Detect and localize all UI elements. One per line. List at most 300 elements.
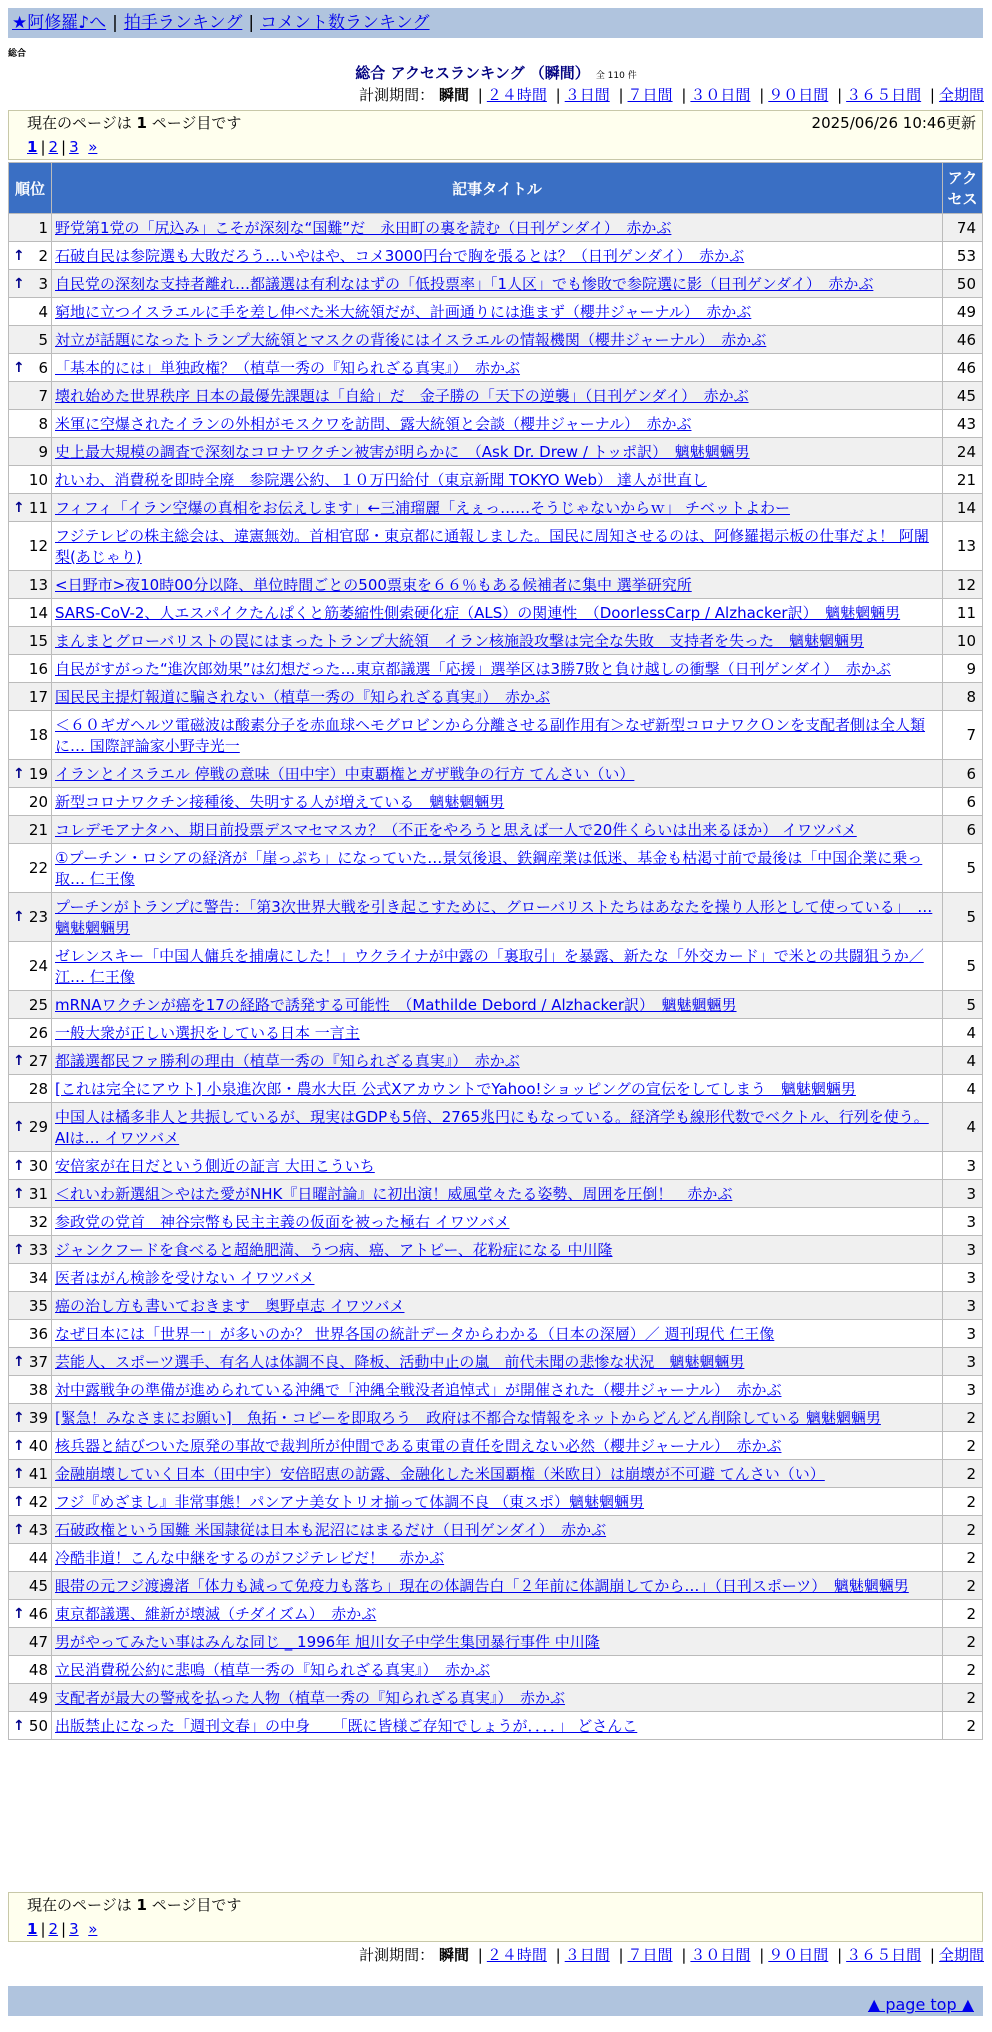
access-count: 49: [943, 298, 982, 325]
access-count: 5: [943, 844, 982, 892]
ranking-table-body: [9, 214, 982, 1739]
page-link-3[interactable]: 3: [69, 138, 79, 156]
rank-up-arrow-icon: ↑: [13, 1717, 25, 1734]
access-count: 3: [943, 1292, 982, 1319]
article-link[interactable]: フィフィ「イラン空爆の真相をお伝えします」←三浦瑠麗「えぇっ……そうじゃないからｗ」 チベットよわー: [55, 499, 790, 517]
current-page-number: 1: [136, 114, 147, 132]
rank-up-arrow-icon: ↑: [13, 1119, 25, 1135]
page-separator: |: [40, 1920, 46, 1938]
access-count: 74: [943, 214, 982, 241]
title-cell: [52, 1019, 942, 1046]
period-link-3d[interactable]: ３日間: [564, 1946, 610, 1964]
article-link[interactable]: ＜６０ギガヘルツ電磁波は酸素分子を赤血球ヘモグロビンから分離させる副作用有＞なぜ新型コロナワクＯンを支配者側は全人類に… 国際評論家小野寺光一: [55, 716, 926, 755]
access-count: 50: [943, 270, 982, 297]
pager-top: [8, 110, 983, 160]
table-row: [9, 893, 982, 941]
table-row: [9, 1572, 982, 1599]
rank-number: 24: [28, 957, 48, 975]
rank-number: 4: [38, 302, 48, 321]
rank-number: 12: [28, 537, 48, 555]
title-cell: [52, 844, 942, 892]
rank-cell: [9, 599, 51, 626]
access-count: 5: [943, 942, 982, 990]
title-cell: [52, 1544, 942, 1571]
title-cell: [52, 354, 942, 381]
rank-cell: [9, 1712, 51, 1739]
rank-number: 26: [28, 1023, 48, 1042]
article-link[interactable]: 石破自民は参院選も大敗だろう…いやはや、コメ3000円台で胸を張るとは？（日刊ゲンダイ） 赤かぶ: [55, 247, 745, 265]
rank-cell: [9, 214, 51, 241]
title-cell: [52, 270, 942, 297]
rank-cell: [9, 893, 51, 941]
page-link-3[interactable]: 3: [69, 1920, 79, 1938]
article-link[interactable]: 自民がすがった“進次郎効果”は幻想だった…東京都議選「応援」選挙区は3勝7敗と負け越しの衝撃（日刊ゲンダイ） 赤かぶ: [55, 660, 891, 678]
rank-up-arrow-icon: ↑: [13, 359, 25, 376]
access-count: 3: [943, 1264, 982, 1291]
rank-cell: [9, 683, 51, 710]
rank-up-arrow-icon: ↑: [13, 275, 25, 292]
title-cell: [52, 599, 942, 626]
access-count: 4: [943, 1075, 982, 1102]
article-link[interactable]: SARS-CoV-2、人エスパイクたんぱくと筋萎縮性側索硬化症（ALS）の関連性 （DoorlessCarp / Alzhacker訳） 魑魅魍魎男: [55, 604, 901, 622]
rank-cell: [9, 1320, 51, 1347]
rank-cell: [9, 1264, 51, 1291]
current-page-pre: 現在のページは: [27, 1896, 132, 1914]
title-cell: [52, 1600, 942, 1627]
period-separator: |: [477, 1946, 483, 1964]
title-cell: [52, 1075, 942, 1102]
title-cell: [52, 893, 942, 941]
access-count: 2: [943, 1628, 982, 1655]
rank-number: 2: [38, 246, 48, 265]
current-page-post: ページ目です: [151, 1896, 242, 1914]
article-link[interactable]: 参政党の党首 神谷宗幣も民主主義の仮面を被った極右 イワツバメ: [55, 1213, 510, 1231]
category-label: 総合: [8, 49, 27, 59]
period-link-3d[interactable]: ３日間: [564, 86, 610, 104]
article-link[interactable]: 安倍家が在日だという側近の証言 大田こういち: [55, 1157, 375, 1175]
article-link[interactable]: 一般大衆が正しい選択をしている日本 一言主: [55, 1024, 360, 1042]
table-row: [9, 788, 982, 815]
table-row: [9, 214, 982, 241]
rank-number: 45: [28, 1576, 48, 1595]
period-separator: |: [759, 1946, 765, 1964]
page-top-link[interactable]: ▲ page top ▲: [867, 1995, 974, 2014]
table-row: [9, 242, 982, 269]
title-cell: [52, 214, 942, 241]
rank-number: 34: [28, 1268, 48, 1287]
nav-separator: |: [248, 13, 255, 33]
rank-cell: [9, 1656, 51, 1683]
article-link[interactable]: 出版禁止になった「週刊文春」の中身 「既に皆様ご存知でしょうが．．．．」 どさんこ: [55, 1717, 638, 1735]
article-link[interactable]: 石破政権という国難 米国隷従は日本も泥沼にはまるだけ（日刊ゲンダイ） 赤かぶ: [55, 1521, 607, 1539]
period-label: 計測期間：: [359, 86, 435, 104]
rank-cell: [9, 1292, 51, 1319]
nav-separator: |: [112, 13, 118, 33]
table-row: [9, 1075, 982, 1102]
title-cell: [52, 1684, 942, 1711]
rank-cell: [9, 382, 51, 409]
period-separator: |: [477, 86, 483, 104]
title-cell: [52, 760, 942, 787]
article-link[interactable]: 窮地に立つイスラエルに手を差し伸べた米大統領だが、計画通りには進まず（櫻井ジャーナル） 赤かぶ: [55, 303, 752, 321]
article-link[interactable]: 芸能人、スポーツ選手、有名人は体調不良、降板、活動中止の嵐 前代未聞の悲惨な状況 魑魅魍魎男: [55, 1353, 745, 1371]
table-row: [9, 1292, 982, 1319]
article-link[interactable]: ゼレンスキー「中国人傭兵を捕虜にした！」ウクライナが中露の「裏取引」を暴露、新たな「外交カード」で米との共闘狙うか／江… 仁王像: [55, 947, 924, 986]
article-link[interactable]: 核兵器と結びついた原発の事故で裁判所が仲間である東電の責任を問えない必然（櫻井ジャーナル） 赤かぶ: [55, 1437, 782, 1455]
table-row: [9, 1180, 982, 1207]
rank-number: 49: [28, 1688, 48, 1707]
rank-number: 18: [28, 726, 48, 744]
title-cell: [52, 683, 942, 710]
ranking-title: 総合 アクセスランキング （瞬間）: [355, 64, 590, 82]
table-row: [9, 270, 982, 297]
rank-number: 42: [28, 1492, 48, 1511]
col-access-header: アクセス: [943, 163, 982, 213]
table-row: [9, 522, 982, 570]
rank-number: 11: [28, 498, 48, 517]
access-count: 6: [943, 788, 982, 815]
article-link[interactable]: 米軍に空爆されたイランの外相がモスクワを訪問、露大統領と会談（櫻井ジャーナル） 赤かぶ: [55, 415, 692, 433]
rank-number: 40: [28, 1436, 48, 1455]
article-link[interactable]: 史上最大規模の調査で深刻なコロナワクチン被害が明らかに （Ask Dr. Drew / トッポ訳） 魑魅魍魎男: [55, 443, 750, 461]
period-link-30d[interactable]: ３０日間: [690, 86, 751, 104]
access-count: 3: [943, 1180, 982, 1207]
rank-number: 30: [28, 1156, 48, 1175]
table-row: [9, 991, 982, 1018]
article-link[interactable]: 医者はがん検診を受けない イワツバメ: [55, 1269, 315, 1287]
rank-number: 36: [28, 1324, 48, 1343]
access-count: 46: [943, 354, 982, 381]
next-page-link[interactable]: »: [88, 138, 98, 156]
article-link[interactable]: 癌の治し方も書いておきます 奥野卓志 イワツバメ: [55, 1297, 405, 1315]
rank-number: 8: [38, 414, 48, 433]
title-cell: [52, 1103, 942, 1151]
article-link[interactable]: プーチンがトランプに警告：「第3次世界大戦を引き起こすために、グローバリストたちはあなたを操り人形として使っている」 … 魑魅魍魎男: [55, 898, 933, 937]
title-cell: [52, 242, 942, 269]
title-cell: [52, 1488, 942, 1515]
article-link[interactable]: 「基本的には」単独政権？（植草一秀の『知られざる真実』） 赤かぶ: [55, 359, 521, 377]
table-row: [9, 599, 982, 626]
table-row: [9, 1432, 982, 1459]
rank-cell: [9, 298, 51, 325]
table-row: [9, 1047, 982, 1074]
article-link[interactable]: れいわ、消費税を即時全廃 参院選公約、１０万円給付（東京新聞 TOKYO Web） 達人が世直し: [55, 471, 707, 489]
article-link[interactable]: 国民民主提灯報道に騙されない（植草一秀の『知られざる真実』） 赤かぶ: [55, 688, 551, 706]
article-link[interactable]: 支配者が最大の警戒を払った人物（植草一秀の『知られざる真実』） 赤かぶ: [55, 1689, 566, 1707]
period-link-all[interactable]: 全期間: [938, 1946, 984, 1964]
article-link[interactable]: [これは完全にアウト] 小泉進次郎・農水大臣 公式XアカウントでYahoo!ショッピングの宣伝をしてしまう 魑魅魍魎男: [55, 1080, 856, 1098]
period-selector-top: [359, 84, 984, 106]
applause-ranking-link[interactable]: 拍手ランキング: [123, 13, 243, 33]
rank-up-arrow-icon: ↑: [13, 909, 25, 925]
period-separator: |: [555, 1946, 561, 1964]
article-link[interactable]: ＜れいわ新選組＞やはた愛がNHK『日曜討論』に初出演！威風堂々たる姿勢、周囲を圧倒！ 赤かぶ: [55, 1185, 733, 1203]
rank-up-arrow-icon: ↑: [13, 247, 25, 264]
period-link-30d[interactable]: ３０日間: [690, 1946, 751, 1964]
article-link[interactable]: 東京都議選、維新が壊滅（チダイズム） 赤かぶ: [55, 1605, 377, 1623]
table-row: [9, 760, 982, 787]
article-link[interactable]: mRNAワクチンが癌を17の経路で誘発する可能性 （Mathilde Debord / Alzhacker訳） 魑魅魍魎男: [55, 996, 737, 1014]
title-cell: [52, 466, 942, 493]
table-row: [9, 1019, 982, 1046]
table-row: [9, 298, 982, 325]
rank-cell: [9, 326, 51, 353]
rank-number: 39: [28, 1408, 48, 1427]
article-link[interactable]: フジテレビの株主総会は、違憲無効。首相官邸・東京都に通報しました。国民に周知させるのは、阿修羅掲示板の仕事だよ！ 阿闍梨(あじゃり): [55, 527, 929, 566]
title-cell: [52, 942, 942, 990]
article-link[interactable]: イランとイスラエル 停戦の意味（田中宇）中東覇権とガザ戦争の行方 てんさい（い）: [55, 765, 635, 783]
period-separator: |: [555, 86, 561, 104]
article-link[interactable]: 対立が話題になったトランプ大統領とマスクの背後にはイスラエルの情報機関（櫻井ジャーナル） 赤かぶ: [55, 331, 767, 349]
article-link[interactable]: 冷酷非道！こんな中継をするのがフジテレビだ！ 赤かぶ: [55, 1549, 445, 1567]
access-count: 43: [943, 410, 982, 437]
current-page-pre: 現在のページは: [27, 114, 132, 132]
updated-timestamp: 2025/06/26 10:46更新: [811, 114, 976, 132]
table-row: [9, 1544, 982, 1571]
table-row: [9, 1488, 982, 1515]
table-row: [9, 466, 982, 493]
rank-number: 38: [28, 1380, 48, 1399]
access-count: 9: [943, 655, 982, 682]
table-row: [9, 683, 982, 710]
rank-cell: [9, 942, 51, 990]
title-cell: [52, 816, 942, 843]
rank-up-arrow-icon: ↑: [13, 1521, 25, 1538]
title-cell: [52, 494, 942, 521]
article-link[interactable]: 野党第1党の「尻込み」こそが深刻な“国難”だ 永田町の裏を読む（日刊ゲンダイ） 赤かぶ: [55, 219, 672, 237]
rank-number: 13: [28, 575, 48, 594]
article-link[interactable]: まんまとグローバリストの罠にはまったトランプ大統領 イラン核施設攻撃は完全な失敗 支持者を失った 魑魅魍魎男: [55, 632, 864, 650]
current-page-text: [27, 111, 241, 135]
rank-number: 31: [28, 1184, 48, 1203]
access-count: 7: [943, 711, 982, 759]
article-link[interactable]: 自民党の深刻な支持者離れ…都議選は有利なはずの「低投票率」「1人区」でも惨敗で参院選に影（日刊ゲンダイ） 赤かぶ: [55, 275, 874, 293]
access-count: 2: [943, 1460, 982, 1487]
page-link-2[interactable]: 2: [48, 138, 59, 156]
period-link-24h[interactable]: ２４時間: [486, 1946, 547, 1964]
pager-bottom: [8, 1892, 983, 1942]
rank-up-arrow-icon: ↑: [13, 1493, 25, 1510]
article-link[interactable]: ジャンクフードを食べると超絶肥満、うつ病、癌、アトピー、花粉症になる 中川隆: [55, 1241, 613, 1259]
article-link[interactable]: <日野市>夜10時00分以降、単位時間ごとの500票束を６６％もある候補者に集中 選挙研究所: [55, 576, 692, 594]
access-count: 2: [943, 1656, 982, 1683]
rank-cell: [9, 1236, 51, 1263]
next-page-link[interactable]: »: [88, 1920, 98, 1938]
rank-cell: [9, 1628, 51, 1655]
rank-number: 17: [28, 687, 48, 706]
rank-cell: [9, 571, 51, 598]
table-row: [9, 1236, 982, 1263]
rank-cell: [9, 1684, 51, 1711]
rank-cell: [9, 1544, 51, 1571]
title-cell: [52, 1180, 942, 1207]
table-row: [9, 711, 982, 759]
rank-cell: [9, 522, 51, 570]
rank-cell: [9, 1208, 51, 1235]
rank-cell: [9, 1516, 51, 1543]
access-count: 4: [943, 1019, 982, 1046]
title-cell: [52, 1152, 942, 1179]
rank-number: 46: [28, 1604, 48, 1623]
total-count: 全 110 件: [595, 71, 637, 81]
title-cell: [52, 991, 942, 1018]
rank-cell: [9, 466, 51, 493]
rank-number: 41: [28, 1464, 48, 1483]
access-count: 3: [943, 1208, 982, 1235]
table-row: [9, 1348, 982, 1375]
rank-cell: [9, 1180, 51, 1207]
period-link-90d[interactable]: ９０日間: [768, 1946, 829, 1964]
title-cell: [52, 788, 942, 815]
period-separator: |: [681, 86, 687, 104]
footer-bar: [8, 1986, 983, 2016]
title-cell: [52, 1047, 942, 1074]
rank-number: 6: [38, 358, 48, 377]
rank-number: 37: [28, 1352, 48, 1371]
title-cell: [52, 1264, 942, 1291]
title-cell: [52, 298, 942, 325]
title-cell: [52, 711, 942, 759]
title-cell: [52, 1656, 942, 1683]
title-cell: [52, 1572, 942, 1599]
table-row: [9, 942, 982, 990]
article-link[interactable]: 壊れ始めた世界秩序 日本の最優先課題は「自給」だ 金子勝の「天下の逆襲」（日刊ゲンダイ） 赤かぶ: [55, 387, 749, 405]
title-cell: [52, 1628, 942, 1655]
period-current: 瞬間: [438, 1946, 469, 1964]
rank-number: 22: [28, 859, 48, 877]
rank-number: 16: [28, 659, 48, 678]
access-count: 14: [943, 494, 982, 521]
table-row: [9, 1460, 982, 1487]
period-link-365d[interactable]: ３６５日間: [846, 1946, 922, 1964]
page-link-2[interactable]: 2: [48, 1920, 59, 1938]
rank-cell: [9, 1404, 51, 1431]
period-link-365d[interactable]: ３６５日間: [846, 86, 922, 104]
article-link[interactable]: 男がやってみたい事はみんな同じ _ 1996年 旭川女子中学生集団暴行事件 中川隆: [55, 1633, 600, 1651]
access-count: 3: [943, 1376, 982, 1403]
title-cell: [52, 1516, 942, 1543]
page-separator: |: [61, 138, 67, 156]
rank-up-arrow-icon: ↑: [13, 1157, 25, 1174]
article-link[interactable]: 立民消費税公約に悲鳴（植草一秀の『知られざる真実』） 赤かぶ: [55, 1661, 491, 1679]
access-count: 46: [943, 326, 982, 353]
title-cell: [52, 627, 942, 654]
table-row: [9, 1600, 982, 1627]
period-separator: |: [681, 1946, 687, 1964]
rank-cell: [9, 1572, 51, 1599]
article-link[interactable]: 対中露戦争の準備が進められている沖縄で「沖縄全戦没者追悼式」が開催された（櫻井ジャーナル） 赤かぶ: [55, 1381, 782, 1399]
access-count: 2: [943, 1572, 982, 1599]
period-link-7d[interactable]: ７日間: [627, 1946, 673, 1964]
table-row: [9, 354, 982, 381]
title-cell: [52, 326, 942, 353]
rank-cell: [9, 1600, 51, 1627]
article-link[interactable]: なぜ日本には「世界一」が多いのか？ 世界各国の統計データからわかる（日本の深層）／ 週刊現代 仁王像: [55, 1325, 775, 1343]
access-count: 3: [943, 1152, 982, 1179]
article-link[interactable]: 中国人は橘多非人と共振しているが、現実はGDPも5倍、2765兆円にもなっている。経済学も線形代数でベクトル、行列を使う。AIは… イワツバメ: [55, 1108, 929, 1147]
article-link[interactable]: 金融崩壊していく日本（田中宇）安倍昭恵の訪露、金融化した米国覇権（米欧日）は崩壊が不可避 てんさい（い）: [55, 1465, 825, 1483]
table-row: [9, 1152, 982, 1179]
current-page-number: 1: [136, 1896, 147, 1914]
rank-number: 27: [28, 1051, 48, 1070]
rank-number: 50: [28, 1716, 48, 1735]
title-cell: [52, 438, 942, 465]
access-count: 2: [943, 1488, 982, 1515]
period-link-24h[interactable]: ２４時間: [486, 86, 547, 104]
rank-cell: [9, 1103, 51, 1151]
rank-number: 15: [28, 631, 48, 650]
table-row: [9, 627, 982, 654]
table-row: [9, 1264, 982, 1291]
title-cell: [52, 1208, 942, 1235]
page-link-1[interactable]: 1: [27, 1920, 38, 1938]
table-row: [9, 1712, 982, 1739]
comment-ranking-link[interactable]: コメント数ランキング: [260, 13, 430, 33]
rank-cell: [9, 410, 51, 437]
rank-up-arrow-icon: ↑: [13, 1185, 25, 1202]
rank-cell: [9, 1460, 51, 1487]
rank-cell: [9, 1019, 51, 1046]
period-separator: |: [837, 86, 843, 104]
table-row: [9, 326, 982, 353]
access-count: 8: [943, 683, 982, 710]
access-count: 11: [943, 599, 982, 626]
access-count: 2: [943, 1544, 982, 1571]
article-link[interactable]: [緊急！みなさまにお願い] 魚拓・コピーを即取ろう 政府は不都合な情報をネットからどんどん削除している 魑魅魍魎男: [55, 1409, 881, 1427]
table-row: [9, 1628, 982, 1655]
home-link[interactable]: ★阿修羅♪へ: [12, 13, 107, 33]
article-link[interactable]: コレデモアナタハ、期日前投票デスマセマスカ？（不正をやろうと思えば一人で20件くらいは出来るほか） イワツバメ: [55, 821, 857, 839]
article-link[interactable]: ①プーチン・ロシアの経済が「崖っぷち」になっていた…景気後退、鉄鋼産業は低迷、基金も枯渇寸前で最後は「中国企業に乗っ取… 仁王像: [55, 849, 923, 888]
title-cell: [52, 1348, 942, 1375]
article-link[interactable]: 眼帯の元フジ渡邊渚「体力も減って免疫力も落ち」現在の体調告白「２年前に体調崩してから…」（日刊スポーツ） 魑魅魍魎男: [55, 1577, 909, 1595]
rank-cell: [9, 1047, 51, 1074]
period-link-90d[interactable]: ９０日間: [768, 86, 829, 104]
rank-cell: [9, 1152, 51, 1179]
page-link-1[interactable]: 1: [27, 138, 38, 156]
rank-up-arrow-icon: ↑: [13, 1605, 25, 1622]
table-row: [9, 438, 982, 465]
rank-cell: [9, 627, 51, 654]
table-row: [9, 844, 982, 892]
table-row: [9, 1103, 982, 1151]
title-cell: [52, 522, 942, 570]
period-link-all[interactable]: 全期間: [938, 86, 984, 104]
rank-number: 32: [28, 1212, 48, 1231]
period-link-7d[interactable]: ７日間: [627, 86, 673, 104]
period-separator: |: [837, 1946, 843, 1964]
article-link[interactable]: 新型コロナワクチン接種後、失明する人が増えている 魑魅魍魎男: [55, 793, 505, 811]
access-count: 45: [943, 382, 982, 409]
access-count: 2: [943, 1600, 982, 1627]
access-count: 4: [943, 1103, 982, 1151]
rank-cell: [9, 242, 51, 269]
article-link[interactable]: 都議選都民ファ勝利の理由（植草一秀の『知られざる真実』） 赤かぶ: [55, 1052, 520, 1070]
page-separator: |: [61, 1920, 67, 1938]
access-count: 4: [943, 1047, 982, 1074]
access-count: 53: [943, 242, 982, 269]
period-separator: |: [929, 86, 935, 104]
rank-number: 48: [28, 1660, 48, 1679]
current-page-text: [27, 1893, 241, 1917]
rank-number: 3: [38, 274, 48, 293]
rank-number: 25: [28, 995, 48, 1014]
article-link[interactable]: フジ『めざまし』非常事態！パンアナ美女トリオ揃って体調不良 （東スポ）魑魅魍魎男: [55, 1493, 645, 1511]
rank-cell: [9, 438, 51, 465]
access-count: 2: [943, 1712, 982, 1739]
title-cell: [52, 1292, 942, 1319]
rank-up-arrow-icon: ↑: [13, 1353, 25, 1370]
